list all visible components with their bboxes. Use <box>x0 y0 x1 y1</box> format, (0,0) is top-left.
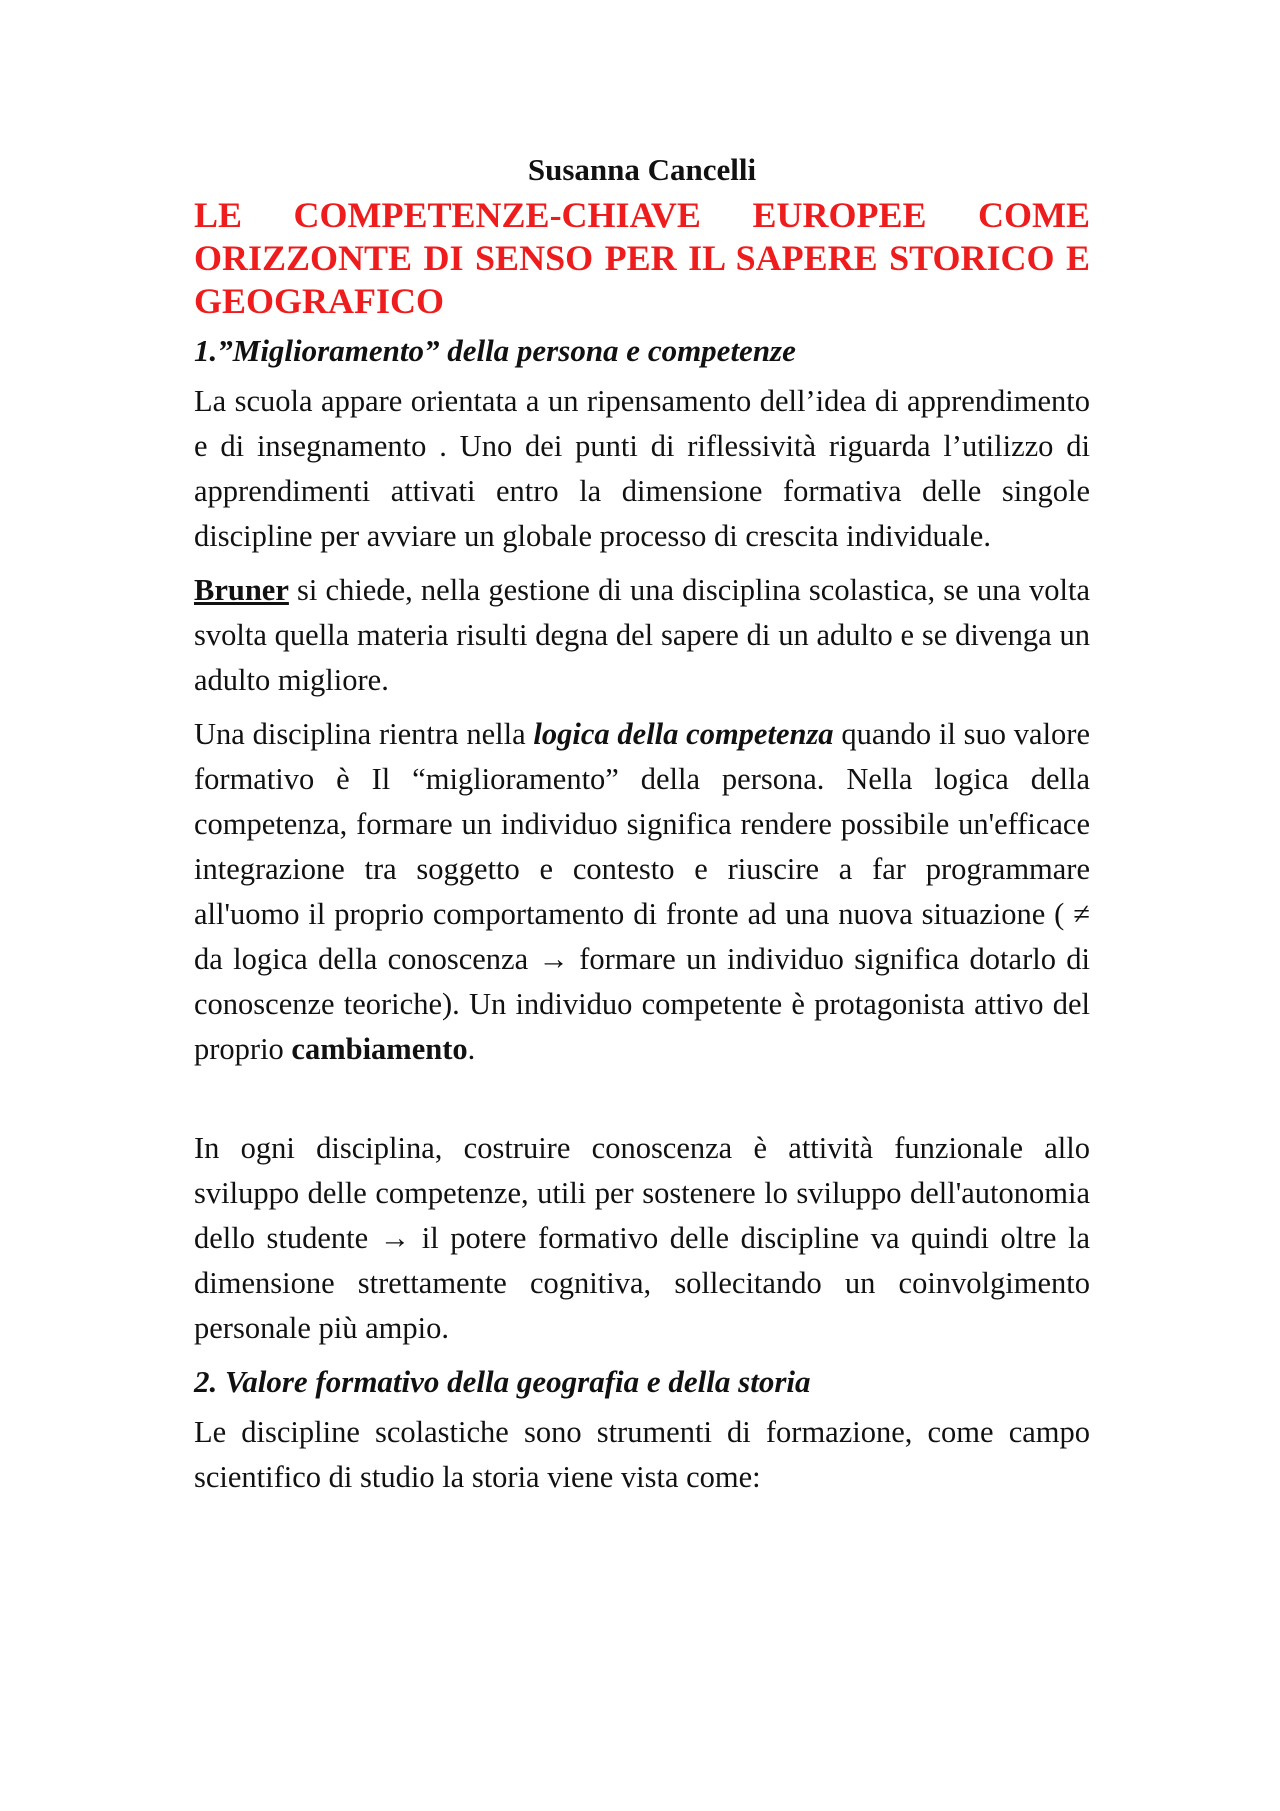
document-title: LE COMPETENZE-CHIAVE EUROPEE COME ORIZZONTE DI SENSO PER IL SAPERE STORICO E GEOGRAFICO <box>194 195 1090 321</box>
paragraph-3-mid: quando il suo valore formativo è Il “miglioramento” della persona. Nella logica della competenza, formare un individuo significa rendere possibile un'efficace integrazione tra soggetto e contesto e riuscire a far programmare all'uomo il proprio comportamento di fronte ad una nuova situazione ( ≠ da logica della conoscenza → formare un individuo significa dotarlo di conoscenze teoriche). Un individuo competente è protagonista attivo del proprio <box>194 717 1090 1066</box>
section-1-paragraph-1: La scuola appare orientata a un ripensamento dell’idea di apprendimento e di insegnamento . Uno dei punti di riflessività riguarda l’utilizzo di apprendimenti attivati entro la dimensione formativa delle singole discipline per avviare un globale processo di crescita individuale. <box>194 384 1090 553</box>
paragraph-2-text: si chiede, nella gestione di una disciplina scolastica, se una volta svolta quella materia risulti degna del sapere di un adulto e se divenga un adulto migliore. <box>194 573 1090 697</box>
section-1-paragraph-4: In ogni disciplina, costruire conoscenza è attività funzionale allo sviluppo delle competenze, utili per sostenere lo sviluppo dell'autonomia dello studente → il potere formativo delle discipline va quindi oltre la dimensione strettamente cognitiva, sollecitando un coinvolgimento personale più ampio. <box>194 1131 1090 1345</box>
section-1-paragraph-2 <box>194 568 1090 703</box>
section-1-heading: 1.”Miglioramento” della persona e competenze <box>194 333 796 368</box>
author-name: Susanna Cancelli <box>527 152 757 187</box>
cambiamento-strong: cambiamento <box>291 1032 468 1066</box>
bruner-name: Bruner <box>194 573 289 607</box>
section-2-paragraph-1: Le discipline scolastiche sono strumenti di formazione, come campo scientifico di studio la storia viene vista come: <box>194 1415 1090 1494</box>
paragraph-3-post: . <box>467 1032 476 1066</box>
section-1-paragraph-3 <box>194 712 1090 1072</box>
blank-line <box>194 1081 1090 1126</box>
document-body <box>194 148 1090 1509</box>
paragraph-3-pre: Una disciplina rientra nella <box>194 717 534 751</box>
logica-competenza-emphasis: logica della competenza <box>533 717 834 751</box>
section-2-heading: 2. Valore formativo della geografia e della storia <box>194 1364 811 1399</box>
